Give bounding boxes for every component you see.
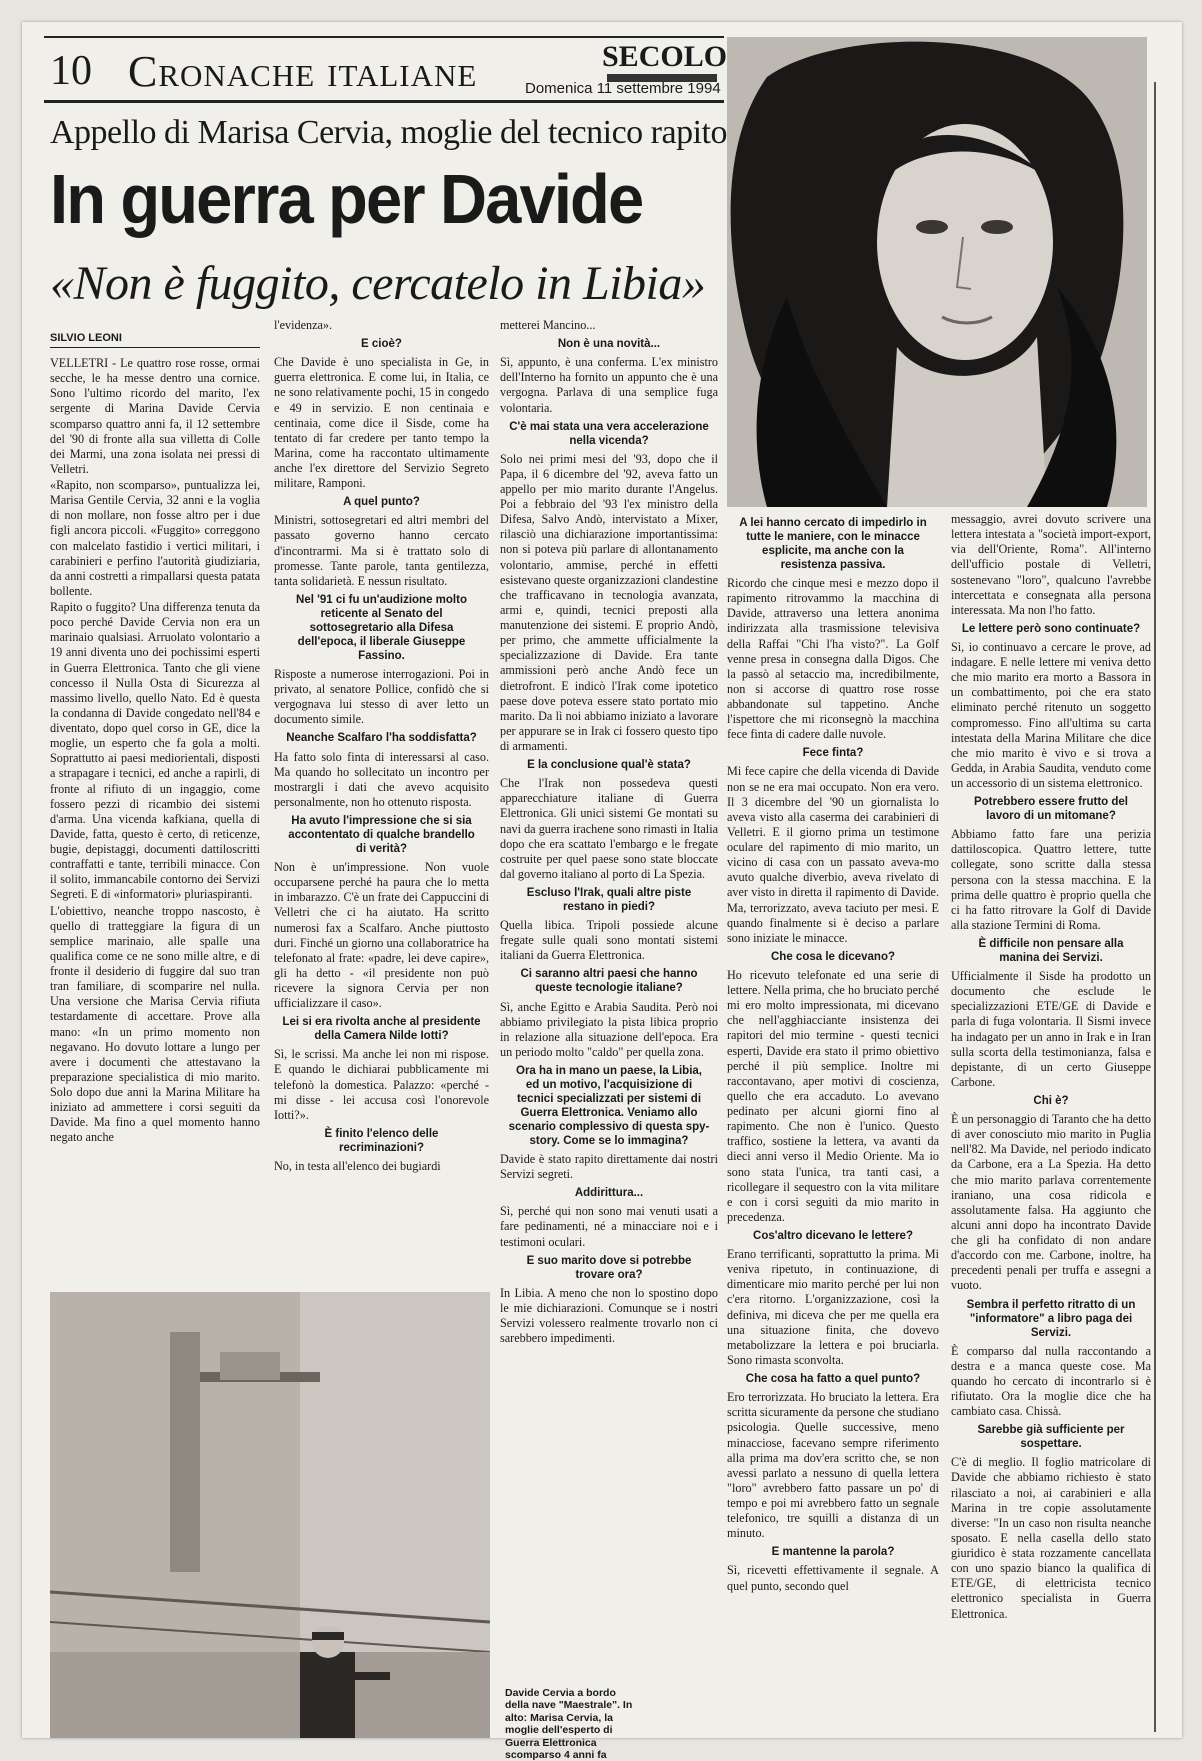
paragraph: Sì, ricevetti effettivamente il segnale. A quel punto, secondo quel — [727, 1563, 939, 1593]
paragraph: VELLETRI - Le quattro rose rosse, ormai secche, le ha messe dentro una cornice. Sono l'ultimo ricordo del marito, l'ex sergente di Marina Davide Cervia scomparso quattro anni fa, il 12 settembre del '90 di fronte alla sua villetta di Colle dei Marmi, una zona isolata nei pressi di Velletri. — [50, 356, 260, 476]
paragraph: No, in testa all'elenco dei bugiardi — [274, 1158, 441, 1173]
newspaper-page — [22, 22, 1182, 1761]
paragraph: Mi fece capire che della vicenda di Davide non se ne era mai occupato. Non era vero. Il 3 dicembre del '90 un giornalista lo aveva visto alla caserma dei carabinieri di Velletri. E il giorno prima un testimone oculare del rapimento di mio marito, un vicino di casa con un passato aveva-mo avuto qualche diverbio, aveva rivelato di aver visto in diretta il rapimento di Davide. Ma, terrorizzato, aveva taciuto per mesi. E quando finalmente si è deciso a parlare sono iniziate le minacce. — [727, 764, 939, 945]
interview-question: Che cosa le dicevano? — [771, 950, 895, 963]
paragraph: Ha fatto solo finta di interessarsi al caso. Ma quando ho sollecitato un incontro per mostrargli i dati che avevo acquisito personalmente, non ho ottenuto risposta. — [274, 749, 489, 809]
article-kicker: Appello di Marisa Cervia, moglie del tecnico rapito — [50, 114, 727, 151]
paragraph: Solo nei primi mesi del '93, dopo che il Papa, il 6 dicembre del '92, aveva fatto un appello per mio marito durante l'Angelus. Poi a febbraio del '93 l'ex ministro della Difesa, Salvo Andò, intervistato a Mixer, rilasciò una dichiarazione importantissima: non si poteva più parlare di allontanamento volontario, ammise, perché in effetti esistevano queste organizzazioni clandestine che trafficavano in tecnologia avanzata, armi e, quindi, tecnici preposti alla manutenzione dei sistemi. E proprio Andò, per primo, che ammette ufficialmente la specializzazione di Davide. Era tante ammissioni però anche Andò fece un dietrofront. E indicò l'Irak come ipotetico paese dove poteva essere stato portato mio marito. Da lì noi abbiamo iniziato a lavorare per appurare se in Irak ci fossero questo tipo di armamenti. — [500, 451, 718, 754]
interview-question: Ora ha in mano un paese, la Libia, ed un motivo, l'acquisizione di tecnici specializzati per sistemi di Guerra Elettronica. Veniamo allo scenario complessivo di questa spy-story. Come se lo immagina? — [508, 1065, 710, 1148]
interview-question: Ci saranno altri paesi che hanno queste tecnologie italiane? — [520, 968, 698, 995]
top-rule — [44, 36, 724, 38]
section-title: Cronache italiane — [128, 47, 478, 96]
interview-question: Nel '91 ci fu un'audizione molto reticente al Senato del sottosegretario alla Difesa dell'epoca, il liberale Giuseppe Fassino. — [296, 593, 467, 662]
paragraph: Risposte a numerose interrogazioni. Poi in privato, al senatore Pollice, confidò che si vergognava lui stesso di aver letto un documento simile. — [274, 666, 489, 727]
interview-question: Chi è? — [1033, 1095, 1069, 1108]
masthead-rule — [44, 100, 724, 103]
paragraph: È un personaggio di Taranto che ha detto di aver conosciuto mio marito in Puglia nell'82. Ma Davide, nel periodo indicato da Carbone, era a La Spezia. Ha detto che mio marito parlava correntemente iraniano, una cosa ridicola e assolutamente falsa. Ha aggiunto che alcuni anni dopo ha incontrato Davide che gli ha confidato di non andare d'accordo con me. Carbone, inoltre, ha precedenti penali per truffa e assegni a vuoto. — [951, 1112, 1151, 1293]
paragraph: Davide è stato rapito direttamente dai nostri Servizi segreti. — [500, 1152, 718, 1182]
paragraph: Ufficialmente il Sisde ha prodotto un documento che esclude le specializzazioni ETE/GE di Davide e parla di fuga volontaria. Il Sismi invece ha indagato per un anno in Irak e in Iran sulla scorta della testimonianza, falsa e depistante, di un certo Giuseppe Carbone. — [951, 969, 1151, 1089]
interview-question: E cioè? — [361, 338, 402, 351]
interview-question: A quel punto? — [343, 496, 420, 509]
interview-question: Sembra il perfetto ritratto di un "informatore" a libro paga dei Servizi. — [966, 1298, 1136, 1339]
interview-question: Fece finta? — [802, 747, 864, 760]
paragraph: C'è di meglio. Il foglio matricolare di Davide che abbiamo richiesto è stato rilasciato a noi, ai carabinieri e alla Marina in tre copie assolutamente diverse: "In un caso non risulta neanche sposato. E nella casella dello stato giuridico è stata rozzamente cancellata con uno spazio bianco la qualifica di ETE/GE, di elettricista tecnico elettronico specialista in Guerra Elettronica. — [951, 1455, 1151, 1621]
byline: SILVIO LEONI — [50, 332, 122, 344]
column-1 — [50, 356, 260, 1306]
interview-question: Potrebbero essere frutto del lavoro di un mitomane? — [973, 796, 1128, 823]
paragraph: Sì, io continuavo a cercare le prove, ad indagare. E nelle lettere mi veniva detto che mio marito era morto a Bassora in un combattimento, poi che era stato eliminato perché ritenuto un soggetto compromesso. Fino all'ultima su carta intestata della Marina Militare che dice che mio marito è vivo e si trova a Gedda, in Arabia Saudita, venduto come un accessorio di un sistema elettronico. — [951, 639, 1151, 791]
paragraph: Sì, le scrissi. Ma anche lei non mi rispose. E quando le dichiarai pubblicamente mi telefonò la domestica. Palazzo: «perché - mi disse - lei accusa così l'onorevole Iotti?». — [274, 1047, 489, 1122]
paragraph: Erano terrificanti, soprattutto la prima. Mi veniva ripetuto, in continuazione, di dimenticare mio marito perché per lui non c'era ritorno. L'organizzazione, così la definiva, mi diceva che per me quella era una situazione finita, che dovevo metabolizzare la lettera e poi bruciarla. Sono rimasta sconvolta. — [727, 1247, 939, 1367]
paragraph: Ministri, sottosegretari ed altri membri del passato governo hanno cercato d'incontrarmi. Ma si è trattato solo di promesse. Tante parole, tanta gentilezza, tanta solidarietà. E nessun risultato. — [274, 513, 489, 588]
right-edge-rule — [1154, 82, 1156, 1732]
interview-question: Neanche Scalfaro l'ha soddisfatta? — [286, 732, 477, 745]
paragraph: Sì, appunto, è una conferma. L'ex ministro dell'Interno ha fornito un appunto che è una vergogna. Parlava di una semplice fuga volontaria. — [500, 355, 718, 415]
interview-question: E suo marito dove si potrebbe trovare ora? — [526, 1254, 692, 1281]
paragraph: «Rapito, non scomparso», puntualizza lei, Marisa Gentile Cervia, 32 anni e la voglia di non mollare, non fosse altro per i due figli ancora piccoli. «Fuggito» correggono con malcelato fastidio i vertici militari, i carabinieri e perfino l'autorità giudiziaria, da anni costretti a rimpallarsi questa patata bollente. — [50, 478, 260, 598]
interview-question: Escluso l'Irak, quali altre piste restano in piedi? — [526, 887, 692, 914]
paragraph: L'obiettivo, neanche troppo nascosto, è quello di tratteggiare la figura di un semplice marinaio, alle spalle una qualifica come ce ne sono mille altre, e di fronte il desiderio di fuggire dal suo tran tran familiare, di scomparire nel nulla. Una versione che Marisa Cervia rifiuta testardamente di accettare. Prove alla mano: «In un primo momento non negavano. Ho dovuto lottare a lungo per avere i documenti che attestavano la preparazione specialistica di mio marito. Solo dopo due anni la Marina Militare ha iniziato ad ammettere i corsi seguiti da Davide. Ma fino a quel momento hanno negato anche — [50, 903, 260, 1145]
interview-question: È difficile non pensare alla manina dei Servizi. — [978, 938, 1124, 965]
interview-question: Le lettere però sono continuate? — [961, 622, 1141, 635]
paragraph: metterei Mancino... — [500, 318, 596, 332]
column-5 — [951, 512, 1151, 1732]
interview-question: Cos'altro dicevano le lettere? — [753, 1230, 913, 1243]
paragraph: In Libia. A meno che non lo spostino dopo le mie dichiarazioni. Comunque se i nostri Servizi volessero realmente trovarlo non ci sarebbero impedimenti. — [500, 1285, 718, 1346]
column-4 — [727, 512, 939, 1732]
portrait-photo — [727, 37, 1147, 507]
paragraph: Sì, anche Egitto e Arabia Saudita. Però noi abbiamo privilegiato la pista libica proprio in relazione alla situazione dell'epoca. Era un periodo molto "caldo" per quella zona. — [500, 999, 718, 1059]
paragraph: Ero terrorizzata. Ho bruciato la lettera. Era scritta sicuramente da persone che studiano psicologia. Quelle successive, meno minacciose, facevano sempre riferimento alla prima ma dov'era scritto che, se non avessi parlato a nessuno di quella lettera "loro" avrebbero fatto passare un po' di tempo e poi mi avrebbero fatto un segnale telefonico, tre squilli a distanza di un minuto. — [727, 1390, 939, 1541]
paragraph: l'evidenza». — [274, 318, 333, 332]
interview-question: Addirittura... — [574, 1187, 644, 1200]
page-number: 10 — [50, 48, 92, 94]
article-subheadline: «Non è fuggito, cercatelo in Libia» — [50, 257, 706, 310]
interview-question: Non è una novità... — [557, 338, 661, 351]
issue-date: Domenica 11 settembre 1994 — [525, 80, 721, 97]
ship-illustration — [50, 1292, 490, 1738]
paragraph: È comparso dal nulla raccontando a destra e a manca queste cose. Ma quando ho cercato di incontrarlo si è rifiutato. Ora la moglie dice che ha cambiato casa. Chissà. — [951, 1343, 1151, 1419]
paragraph: Sì, perché qui non sono mai venuti usati a fare pedinamenti, né a minacciare noi e i testimoni oculari. — [500, 1204, 718, 1249]
interview-question: Sarebbe già sufficiente per sospettare. — [977, 1424, 1125, 1451]
paragraph: Quella libica. Tripoli possiede alcune fregate sulle quali sono montati sistemi italiani da Guerra Elettronica. — [500, 918, 718, 963]
interview-question: Lei si era rivolta anche al presidente della Camera Nilde Iotti? — [282, 1016, 481, 1043]
interview-question: E la conclusione qual'è stata? — [527, 759, 691, 772]
paragraph: Non è un'impressione. Non vuole occuparsene perché ha paura che lo metta in imbarazzo. C'è un frate dei Cappuccini di Velletri che ci ha aiutato. Ha scritto numerosi fax a Scalfaro. Anche piuttosto duri. Finché un giorno una collaboratrice ha telefonato al frate: «padre, lei deve capire», gli ha detto - «il presidente non può ricevere la signora Cervia per non ufficializzare il caso». — [274, 860, 489, 1011]
paragraph: Ho ricevuto telefonate ed una serie di lettere. Nella prima, che ho bruciato perché mi ero molto impressionata, mi dicevano che nell'agghiacciante insistenza dei rapitori del mio termine - questi tecnici esperti, Davide era stato il primo obiettivo perché il più semplice. Inoltre mi raccontavano, aper motivi di coscienza, quello che era accaduto. Lo avevano pedinato per alcuni giorni fino al rapimento. Che non è l'unico. Questo traffico, sostiene la lettera, va avanti da dieci anni verso il Medio Oriente. Ma io sono stata l'unica, tra tanti casi, a ricollegare il sequestro con la vita militare e con i corsi seguiti da mio marito in precedenza. — [727, 967, 939, 1224]
paragraph: Che l'Irak non possedeva questi apparecchiature italiane di Guerra Elettronica. Gli unici sistemi Ge montati su navi da guerra irachene sono rimasti in Italia dopo che era scattato l'embargo e le fregate costruite per quel paese sono state bloccate dal governo italiano al porto di La Spezia. — [500, 776, 718, 881]
paragraph: Che Davide è uno specialista in Ge, in guerra elettronica. E come lui, in Italia, ce ne sono relativamente pochi, 15 in congedo e 49 in servizio. E non centinaia e centinaia, come dice il Sisde, come ha tentato di far credere per tanto tempo la Marina, come ha raccontato ultimamente anche l'ex direttore del Servizio Segreto militare, Ramponi. — [274, 355, 489, 491]
photo-caption: Davide Cervia a bordo della nave "Maestrale". In alto: Marisa Cervia, la moglie dell'esperto di Guerra Elettronica scomparso 4 anni fa — [505, 1687, 633, 1761]
article-headline: In guerra per Davide — [50, 160, 643, 238]
paragraph: Abbiamo fatto fare una perizia dattiloscopica. Quattro lettere, tutte collegate, sono scritte dalla stessa persona con la stessa macchina. E la prima delle quattro è proprio quella che ci ha fatto ritrovare la Golf di Davide alla stazione Termini di Roma. — [951, 827, 1151, 932]
interview-question: C'è mai stata una vera accelerazione nella vicenda? — [509, 420, 709, 447]
paragraph: Ricordo che cinque mesi e mezzo dopo il rapimento ritrovammo la macchina di Davide, attraverso una lettera anonima indirizzata alla trasmissione televisiva della Raffai "Chi l'ha visto?". La Golf venne presa in consegna dalla Digos. Che la passò al setaccio ma, incredibilmente, non si accorse di quattro rose rosse abbandonate sul tappetino. Anche l'ispettore che mi riconsegnò la macchina fece finta di cadere dalle nuvole. — [727, 576, 939, 742]
interview-question: A lei hanno cercato di impedirlo in tutte le maniere, con le minacce esplicite, ma anche con la resistenza passiva. — [739, 517, 927, 572]
interview-question: Ha avuto l'impressione che si sia accontentato di qualche brandello di verità? — [288, 815, 475, 856]
paragraph: messaggio, avrei dovuto scrivere una lettera intestata a "società import-export, via dell'Oriente, Roma". All'interno dell'ufficio postale di Velletri, sostenevano "loro", qualcuno l'avrebbe intercettata e consegnata alla persona interessata. Ma non l'ho fatto. — [951, 512, 1151, 617]
column-3 — [500, 318, 718, 1688]
newspaper-logo: SECOLO — [602, 40, 728, 73]
column-2 — [274, 318, 489, 1268]
interview-question: Che cosa ha fatto a quel punto? — [745, 1373, 921, 1386]
interview-question: È finito l'elenco delle recriminazioni? — [324, 1127, 439, 1154]
interview-question: E mantenne la parola? — [771, 1546, 895, 1559]
byline-rule — [50, 347, 260, 348]
paragraph: Rapito o fuggito? Una differenza tenuta da poco perché Davide Cervia non era un marinaio qualsiasi. Arruolato volontario a 19 anni diventa uno dei pochissimi esperti in Guerra Elettronica. Tanto che gli viene concesso il Nulla Osta di Sicurezza al massimo livello, quello Nato. Ed è questa la condanna di Davide congedato nell'84 e diventato, dopo quel corso in GE, dice la moglie, un esperto che fa gola a molti. Soprattutto ai paesi mediorientali, disposti a strapagare i tecnici, ed anche a rapirli, di fronte al rifiuto di un ingaggio, come fossero pezzi di ricambio dei sistemi d'arma. Una vicenda kafkiana, quella di Davide, fatta, questo è certo, di reticenze, bugie, depistaggi, documenti dattiloscritti contraffatti e tante, terribili minacce. Con il solito, immancabile contorno dei Servizi Segreti. E di «informatori» pluriaspiranti. — [50, 600, 260, 902]
portrait-illustration — [727, 37, 1147, 507]
ship-photo — [50, 1292, 490, 1738]
